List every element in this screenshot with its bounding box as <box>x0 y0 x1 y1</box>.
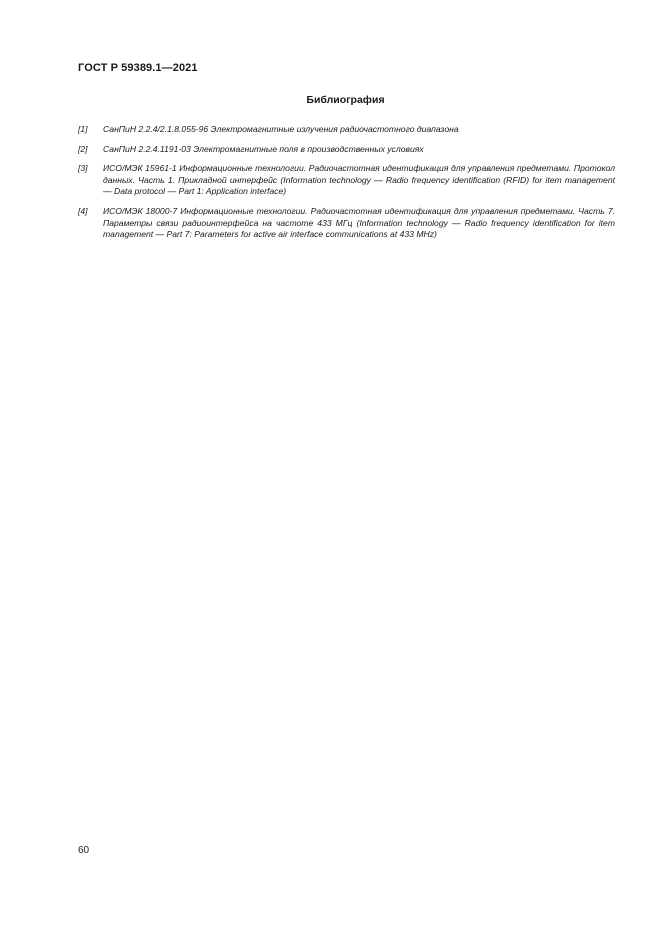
entry-number: [4] <box>78 205 88 216</box>
document-header: ГОСТ Р 59389.1—2021 <box>78 62 198 74</box>
entry-number: [1] <box>78 124 88 134</box>
entry-text: ИСО/МЭК 18000-7 Информационные технологии. Радиочастотная идентификация для управления предметами. Часть 7. Параметры связи радиоинтерфейса на частоте 433 МГц (Information technology — Radio frequency identification for item management — Part 7: Parameters for active air interface communications at 433 MHz) <box>103 205 615 240</box>
bibliography-list <box>78 124 615 249</box>
entry-number: [2] <box>78 143 88 154</box>
entry-text: СанПиН 2.2.4.1191-03 Электромагнитные поля в производственных условиях <box>103 143 424 154</box>
entry-text: ИСО/МЭК 15961-1 Информационные технологии. Радиочастотная идентификация для управления предметами. Протокол данных. Часть 1. Прикладной интерфейс (Information technology — Radio frequency identification (RFID) for item management — Data protocol — Part 1: Application interface) <box>103 163 615 197</box>
entry-number: [3] <box>78 163 88 174</box>
bibliography-entry <box>78 163 615 198</box>
entry-text: СанПиН 2.2.4/2.1.8.055-96 Электромагнитные излучения радиочастотного диапазона <box>103 124 459 134</box>
page-number: 60 <box>78 845 90 856</box>
bibliography-entry <box>78 124 615 136</box>
section-title: Библиография <box>306 94 385 106</box>
bibliography-entry <box>78 206 615 241</box>
bibliography-entry <box>78 144 615 156</box>
